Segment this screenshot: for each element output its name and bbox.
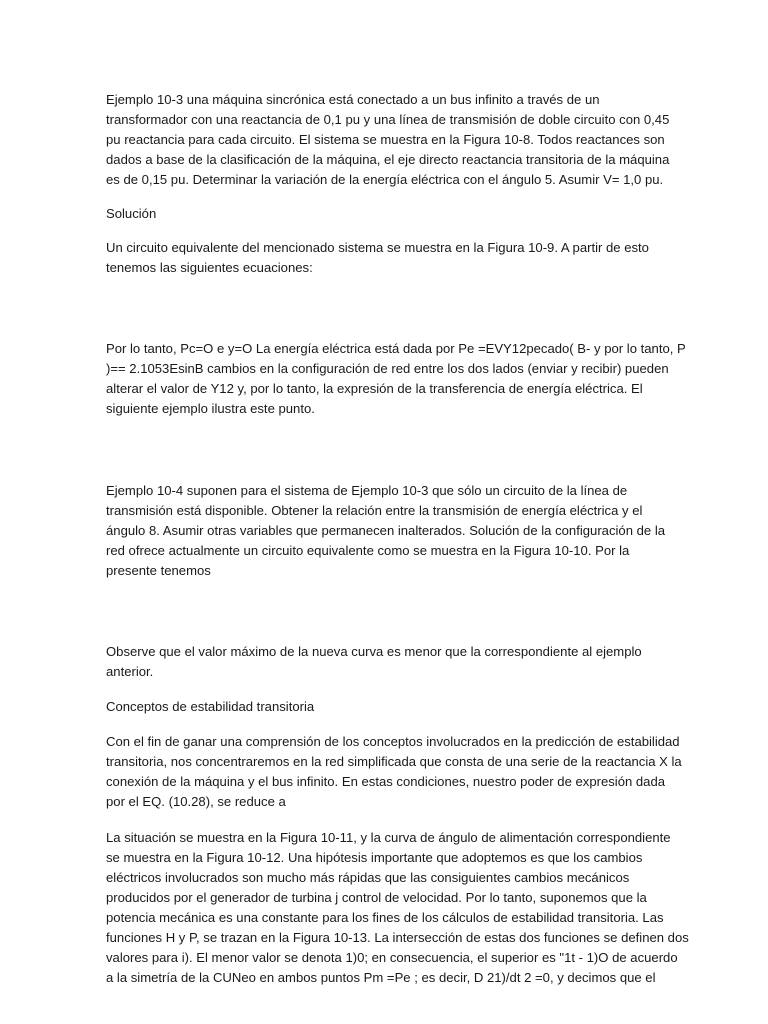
- paragraph-example-10-3: [106, 90, 668, 190]
- heading-solucion: [106, 204, 668, 224]
- text-line: se muestra en la Figura 10-12. Una hipótesis importante que adoptemos es que los cambios: [106, 850, 643, 865]
- text-line: alterar el valor de Y12 y, por lo tanto, la expresión de la transferencia de energía eléctrica. El: [106, 381, 643, 396]
- paragraph-figure-10-11: [106, 828, 689, 988]
- text-line: transformador con una reactancia de 0,1 pu y una línea de transmisión de doble circuito con 0,45: [106, 112, 670, 127]
- text-line: es de 0,15 pu. Determinar la variación de la energía eléctrica con el ángulo 5. Asumir V= 1,0 pu.: [106, 172, 664, 187]
- text-line: Solución: [106, 206, 157, 221]
- text-line: pu reactancia para cada circuito. El sistema se muestra en la Figura 10-8. Todos reactances son: [106, 132, 665, 147]
- text-line: Ejemplo 10-4 suponen para el sistema de Ejemplo 10-3 que sólo un circuito de la línea de: [106, 483, 628, 498]
- text-line: producidos por el generador de turbina j control de velocidad. Por lo tanto, suponemos que la: [106, 890, 647, 905]
- text-line: funciones H y P, se trazan en la Figura 10-13. La intersección de estas dos funciones se definen dos: [106, 930, 689, 945]
- paragraph-max-value: [106, 642, 668, 682]
- text-line: Un circuito equivalente del mencionado sistema se muestra en la Figura 10-9. A partir de esto: [106, 240, 649, 255]
- text-line: valores para i). El menor valor se denota 1)0; en consecuencia, el superior es "1t - 1)O de acuerdo: [106, 950, 678, 965]
- text-line: transitoria, nos concentraremos en la red simplificada que consta de una serie de la reactancia X la: [106, 754, 682, 769]
- document-page: [106, 90, 689, 988]
- text-line: red ofrece actualmente un circuito equivalente como se muestra en la Figura 10-10. Por la: [106, 543, 630, 558]
- text-line: tenemos las siguientes ecuaciones:: [106, 260, 313, 275]
- text-line: Conceptos de estabilidad transitoria: [106, 699, 315, 714]
- text-line: Ejemplo 10-3 una máquina sincrónica está conectado a un bus infinito a través de un: [106, 92, 600, 107]
- paragraph-equivalent-circuit: [106, 238, 668, 278]
- text-line: transmisión está disponible. Obtener la relación entre la transmisión de energía eléctrica y el: [106, 503, 643, 518]
- paragraph-power-expression: [106, 339, 686, 419]
- text-line: presente tenemos: [106, 563, 211, 578]
- text-line: Con el fin de ganar una comprensión de los conceptos involucrados en la predicción de estabilidad: [106, 734, 680, 749]
- text-line: dados a base de la clasificación de la máquina, el eje directo reactancia transitoria de la máquina: [106, 152, 670, 167]
- text-line: anterior.: [106, 664, 154, 679]
- text-line: eléctricos involucrados son mucho más rápidas que las consiguientes cambios mecánicos: [106, 870, 630, 885]
- text-line: conexión de la máquina y el bus infinito. En estas condiciones, nuestro poder de expresión dada: [106, 774, 666, 789]
- heading-transient-stability: [106, 697, 668, 717]
- text-line: La situación se muestra en la Figura 10-11, y la curva de ángulo de alimentación correspondiente: [106, 830, 671, 845]
- text-line: Observe que el valor máximo de la nueva curva es menor que la correspondiente al ejemplo: [106, 644, 642, 659]
- text-line: por el EQ. (10.28), se reduce a: [106, 794, 286, 809]
- paragraph-example-10-4: [106, 481, 668, 581]
- text-line: ángulo 8. Asumir otras variables que permanecen inalterados. Solución de la configuración de la: [106, 523, 666, 538]
- text-line: )== 2.1053EsinB cambios en la configuración de red entre los dos lados (enviar y recibir) pueden: [106, 361, 669, 376]
- text-line: potencia mecánica es una constante para los fines de los cálculos de estabilidad transitoria. Las: [106, 910, 664, 925]
- paragraph-simplified-network: [106, 732, 682, 812]
- text-line: siguiente ejemplo ilustra este punto.: [106, 401, 315, 416]
- text-line: Por lo tanto, Pc=O e y=O La energía eléctrica está dada por Pe =EVY12pecado( B- y por lo tanto, P: [106, 341, 686, 356]
- text-line: a la simetría de la CUNeo en ambos puntos Pm =Pe ; es decir, D 21)/dt 2 =0, y decimos que el: [106, 970, 656, 985]
